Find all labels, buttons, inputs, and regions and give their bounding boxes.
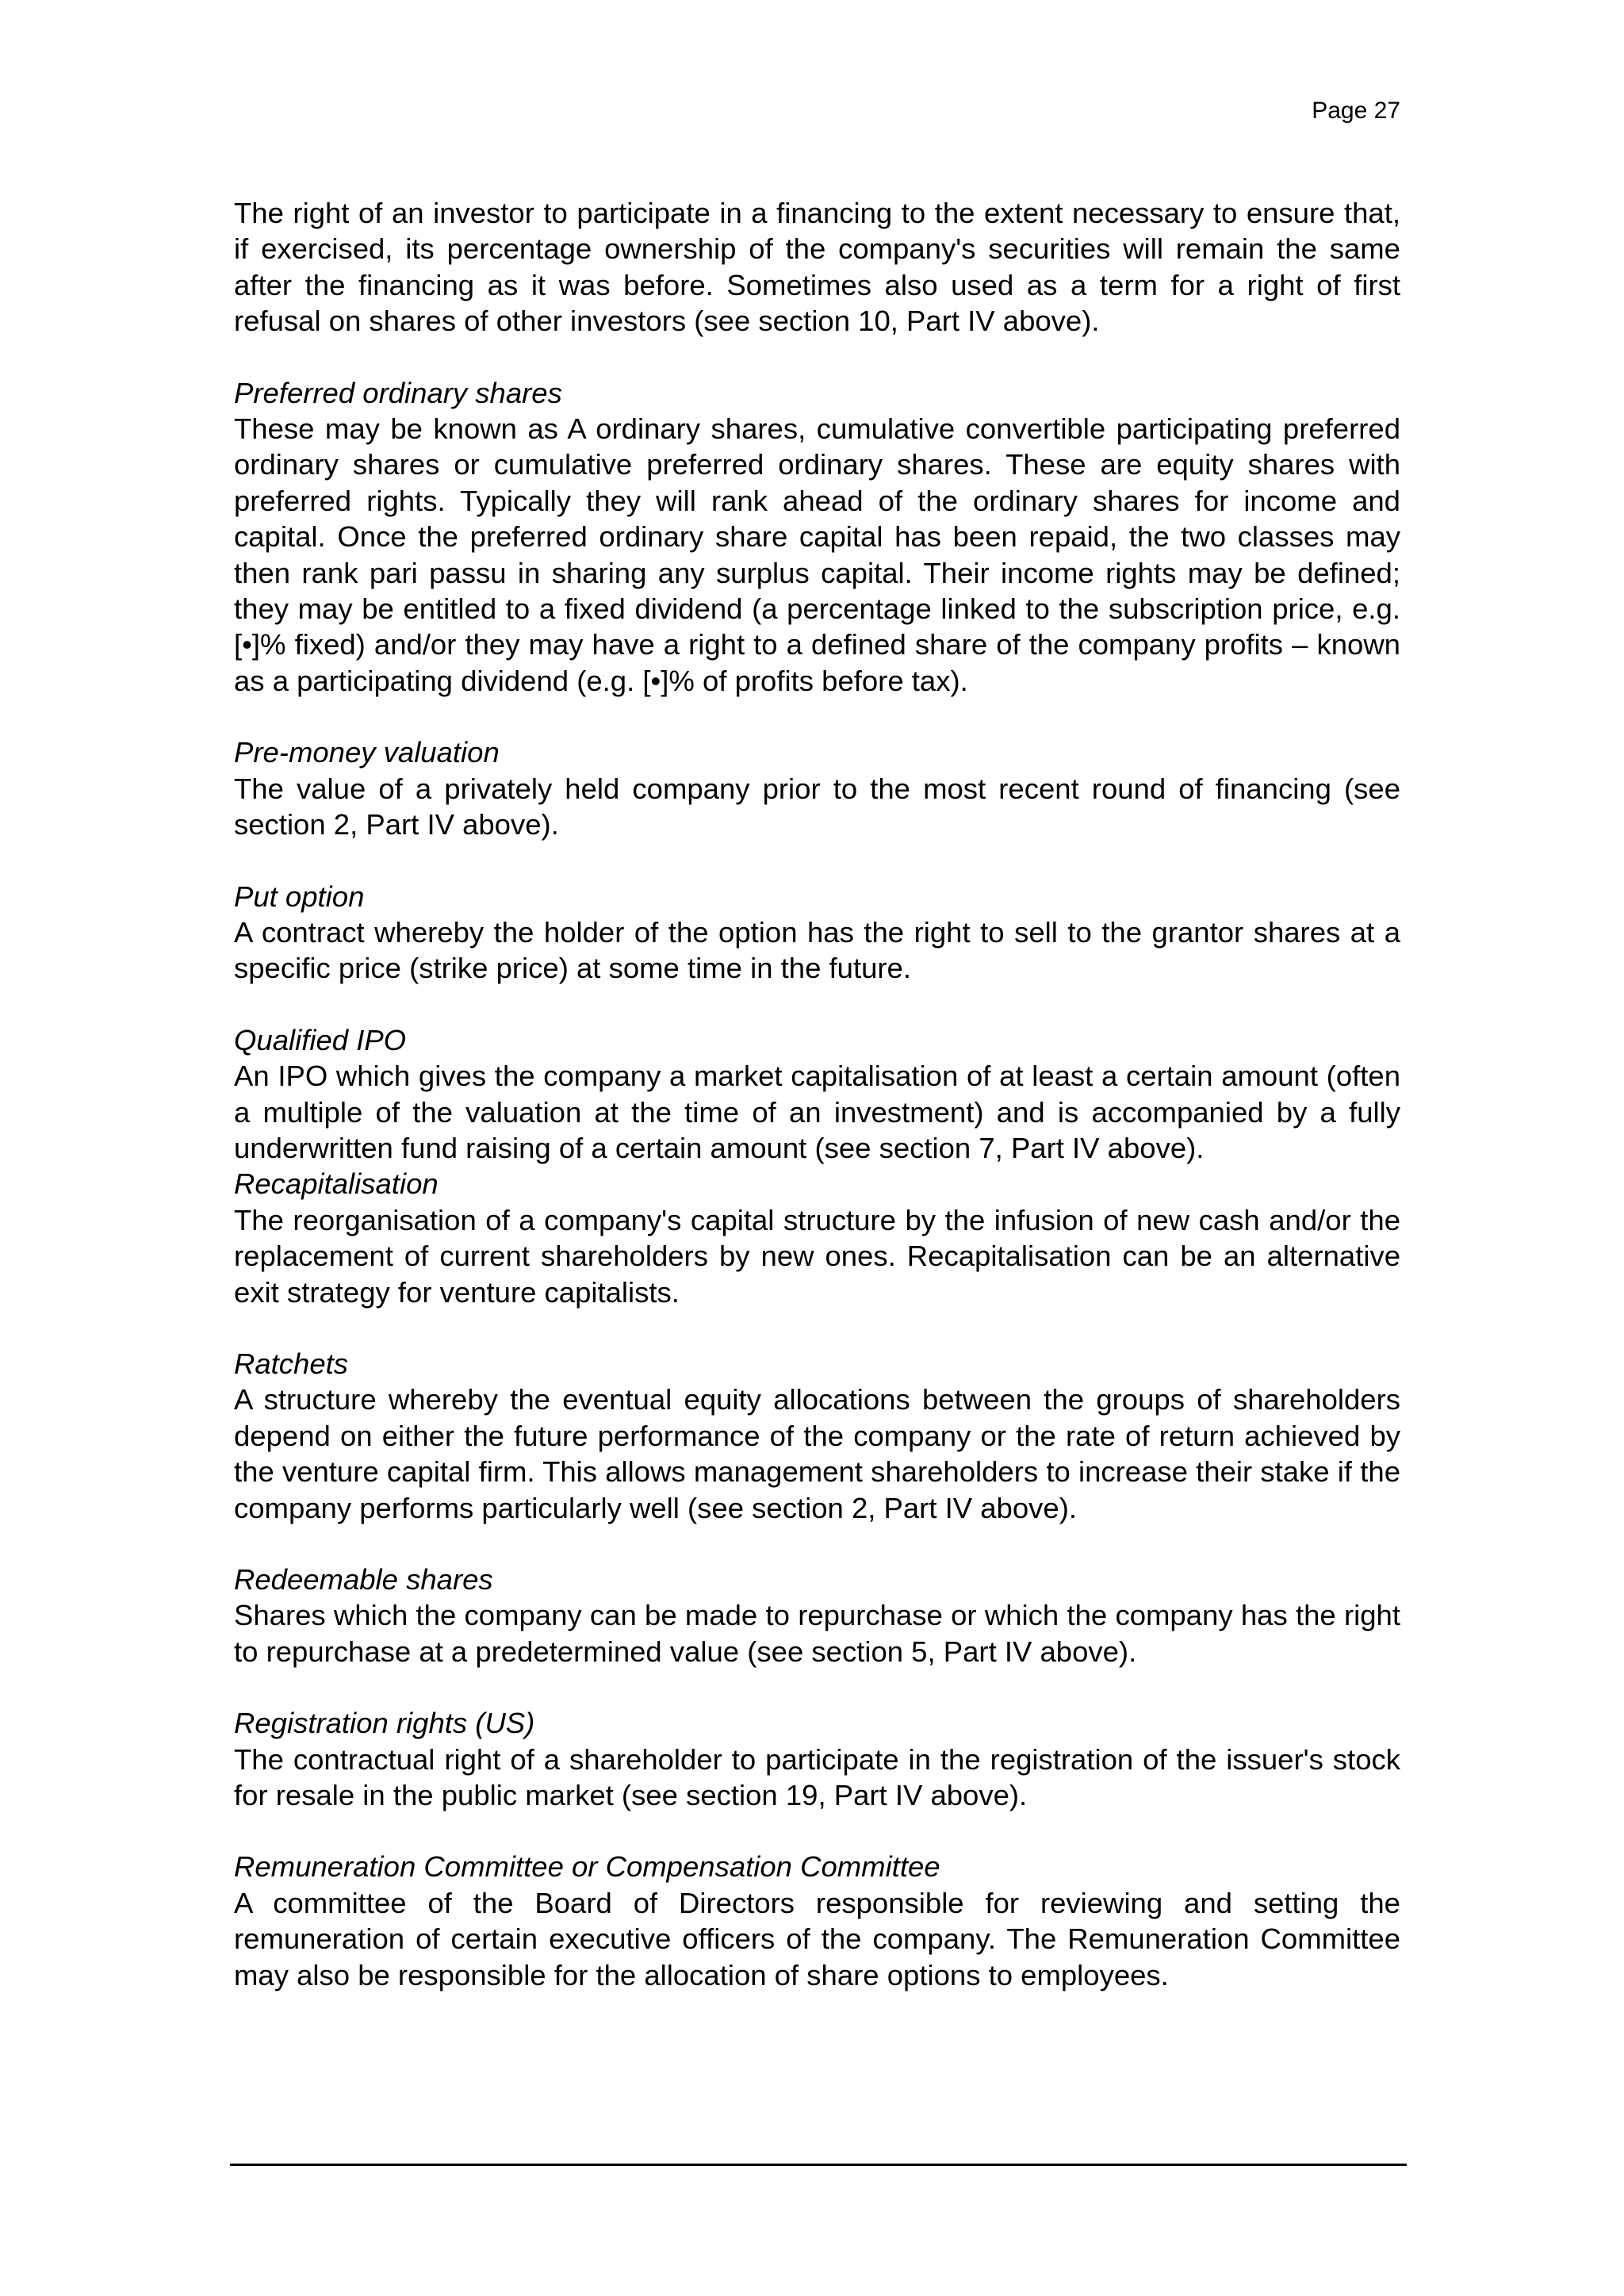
glossary-entry-ratchets	[234, 1346, 1400, 1526]
glossary-entry-recapitalisation	[234, 1166, 1400, 1310]
glossary-term: Pre-money valuation	[234, 736, 500, 769]
glossary-entry-preferred-ordinary-shares	[234, 375, 1400, 700]
page-number: Page 27	[1312, 98, 1400, 124]
glossary-term: Qualified IPO	[234, 1023, 407, 1056]
glossary-term: Recapitalisation	[234, 1167, 439, 1201]
footer-divider	[230, 2164, 1407, 2166]
glossary-definition: A contract whereby the holder of the option has the right to sell to the grantor shares at a specific price (strike price) at some time in the future.	[234, 915, 1400, 985]
glossary-definition: A committee of the Board of Directors responsible for reviewing and setting the remuneration of certain executive officers of the company. The Remuneration Committee may also be responsible for the allocation of share options to employees.	[234, 1886, 1400, 1991]
glossary-entry-registration-rights	[234, 1705, 1400, 1813]
glossary-term: Remuneration Committee or Compensation Committee	[234, 1850, 940, 1884]
glossary-definition: The value of a privately held company prior to the most recent round of financing (see section 2, Part IV above).	[234, 772, 1400, 841]
glossary-entry-qualified-ipo	[234, 1022, 1400, 1167]
glossary-definition: Shares which the company can be made to repurchase or which the company has the right to repurchase at a predetermined value (see section 5, Part IV above).	[234, 1599, 1400, 1668]
glossary-definition: An IPO which gives the company a market capitalisation of at least a certain amount (often a multiple of the valuation at the time of an investment) and is accompanied by a fully underwritten fund raising of a certain amount (see section 7, Part IV above).	[234, 1060, 1400, 1164]
glossary-entry-pre-money-valuation	[234, 734, 1400, 842]
glossary-term: Registration rights (US)	[234, 1707, 535, 1740]
glossary-term: Redeemable shares	[234, 1563, 493, 1596]
glossary-term: Ratchets	[234, 1347, 349, 1380]
glossary-term: Put option	[234, 880, 365, 913]
glossary-definition: These may be known as A ordinary shares, cumulative convertible participating preferred ordinary shares or cumulative preferred ordinary shares. These are equity shares with preferred rights. Typically they will rank ahead of the ordinary shares for income and capital. Once the preferred ordinary share capital has been repaid, the two classes may then rank pari passu in sharing any surplus capital. Their income rights may be defined; they may be entitled to a fixed dividend (a percentage linked to the subscription price, e.g. [•]% fixed) and/or they may have a right to a defined share of the company profits – known as a participating dividend (e.g. [•]% of profits before tax).	[234, 412, 1400, 697]
glossary-definition: The reorganisation of a company's capital structure by the infusion of new cash and/or the replacement of current shareholders by new ones. Recapitalisation can be an alternative exit strategy for venture capitalists.	[234, 1203, 1400, 1309]
glossary-definition: The contractual right of a shareholder to participate in the registration of the issuer's stock for resale in the public market (see section 19, Part IV above).	[234, 1742, 1400, 1812]
intro-paragraph: The right of an investor to participate in a financing to the extent necessary to ensure that, if exercised, its percentage ownership of the company's securities will remain the same after the financing as it was before. Sometimes also used as a term for a right of first refusal on shares of other investors (see section 10, Part IV above).	[234, 197, 1400, 338]
glossary-entry-put-option	[234, 879, 1400, 987]
glossary-entry-redeemable-shares	[234, 1562, 1400, 1669]
glossary-body	[234, 195, 1400, 2029]
glossary-term: Preferred ordinary shares	[234, 376, 562, 409]
glossary-entry-remuneration-committee	[234, 1849, 1400, 1993]
glossary-definition: A structure whereby the eventual equity allocations between the groups of shareholders depend on either the future performance of the company or the rate of return achieved by the venture capital firm. This allows management shareholders to increase their stake if the company performs particularly well (see section 2, Part IV above).	[234, 1383, 1400, 1524]
